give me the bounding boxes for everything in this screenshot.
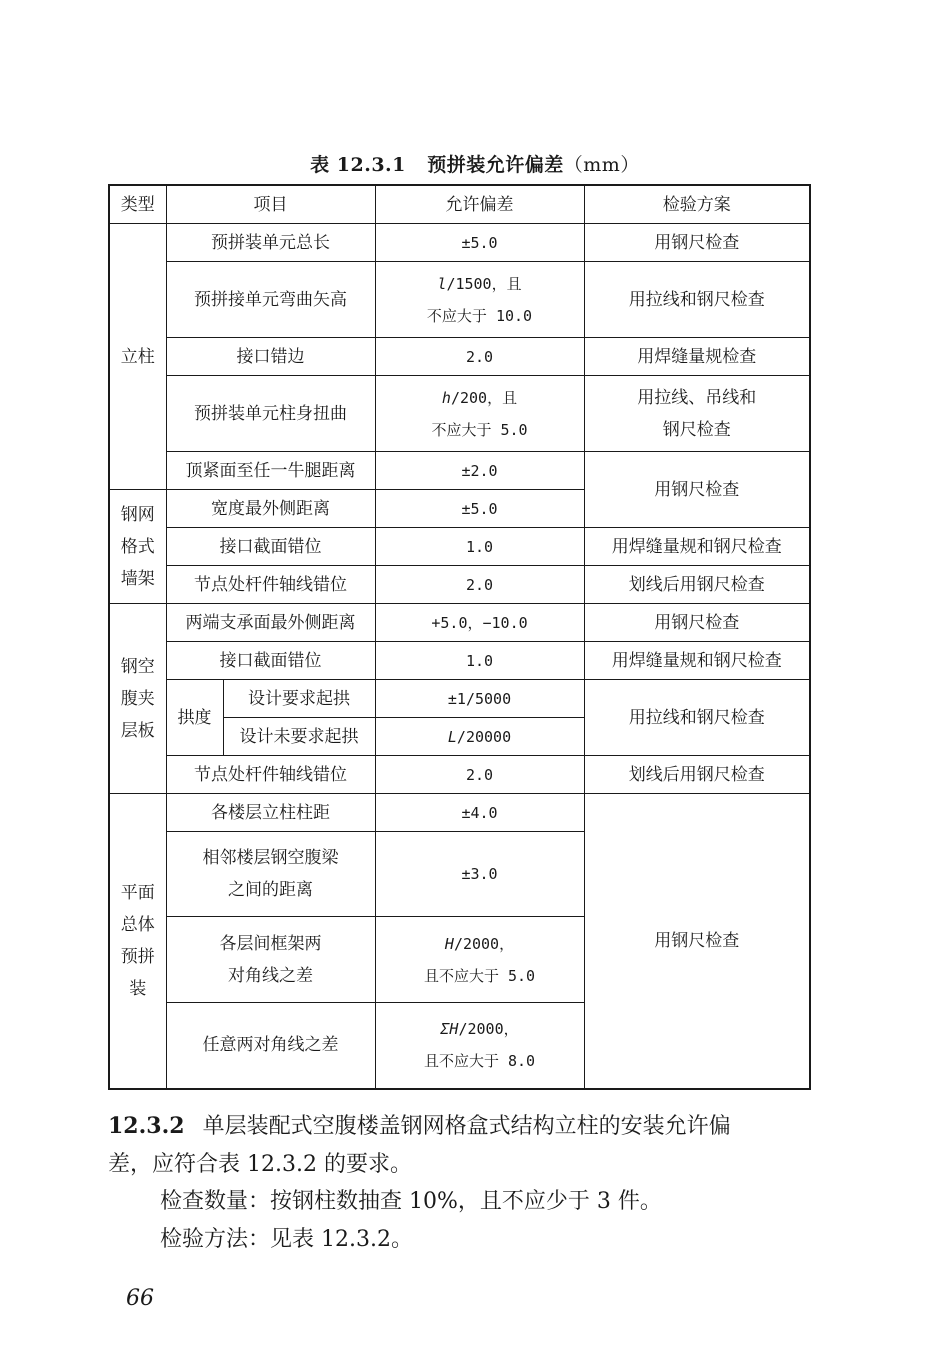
table-row <box>109 376 810 452</box>
check-method: 检验方法：见表 12.3.2。 <box>160 1227 413 1252</box>
item-cell: 各楼层立柱柱距 <box>166 794 375 832</box>
method-cell: 用钢尺检查 <box>584 224 810 262</box>
section-text-1: 单层装配式空腹楼盖钢网格盒式结构立柱的安装允许偏 <box>202 1114 731 1139</box>
method-cell: 划线后用钢尺检查 <box>584 756 810 794</box>
tolerance-cell: H/2000， 且不应大于 5.0 <box>375 917 584 1003</box>
table-row <box>109 680 810 718</box>
section-text-2: 差，应符合表 12.3.2 的要求。 <box>108 1152 412 1177</box>
item-cell: 接口错边 <box>166 338 375 376</box>
table-row <box>109 756 810 794</box>
method-cell: 用焊缝量规和钢尺检查 <box>584 642 810 680</box>
tolerance-cell: ΣH/2000， 且不应大于 8.0 <box>375 1003 584 1089</box>
item-cell: 接口截面错位 <box>166 642 375 680</box>
tolerance-cell: ±5.0 <box>375 224 584 262</box>
page-number: 66 <box>126 1286 154 1311</box>
tolerance-cell: 1.0 <box>375 528 584 566</box>
header-method: 检验方案 <box>584 185 810 224</box>
table-row <box>109 642 810 680</box>
tolerance-cell: h/200，且 不应大于 5.0 <box>375 376 584 452</box>
item-cell: 预拼装单元总长 <box>166 224 375 262</box>
tolerance-table <box>108 184 811 1090</box>
section-paragraph <box>108 1107 810 1184</box>
tolerance-cell: 2.0 <box>375 338 584 376</box>
item-cell: 节点处杆件轴线错位 <box>166 756 375 794</box>
group-slab: 钢空 腹夹 层板 <box>109 604 166 794</box>
table-title: 预拼装允许偏差 <box>427 154 564 176</box>
table-row <box>109 452 810 490</box>
header-type: 类型 <box>109 185 166 224</box>
method-cell: 用拉线和钢尺检查 <box>584 680 810 756</box>
method-cell: 用焊缝量规检查 <box>584 338 810 376</box>
tolerance-cell: ±4.0 <box>375 794 584 832</box>
item-cell: 相邻楼层钢空腹梁 之间的距离 <box>166 832 375 917</box>
method-cell: 用焊缝量规和钢尺检查 <box>584 528 810 566</box>
table-row <box>109 338 810 376</box>
table-row <box>109 528 810 566</box>
check-quantity: 检查数量：按钢柱数抽查 10%，且不应少于 3 件。 <box>160 1189 662 1214</box>
tolerance-cell: ±1/5000 <box>375 680 584 718</box>
item-cell: 设计未要求起拱 <box>223 718 375 756</box>
item-cell: 顶紧面至任一牛腿距离 <box>166 452 375 490</box>
item-cell: 两端支承面最外侧距离 <box>166 604 375 642</box>
method-cell: 用拉线、吊线和 钢尺检查 <box>584 376 810 452</box>
camber-label: 拱度 <box>166 680 223 756</box>
item-cell: 预拼装单元柱身扭曲 <box>166 376 375 452</box>
method-cell: 划线后用钢尺检查 <box>584 566 810 604</box>
table-number: 表 12.3.1 <box>310 154 406 176</box>
group-column: 立柱 <box>109 224 166 490</box>
header-item: 项目 <box>166 185 375 224</box>
tolerance-cell: ±2.0 <box>375 452 584 490</box>
table-header-row <box>109 185 810 224</box>
tolerance-cell: 1.0 <box>375 642 584 680</box>
tolerance-cell: ±5.0 <box>375 490 584 528</box>
table-row <box>109 262 810 338</box>
method-cell: 用钢尺检查 <box>584 794 810 1089</box>
group-plane: 平面 总体 预拼 装 <box>109 794 166 1089</box>
group-wall: 钢网 格式 墙架 <box>109 490 166 604</box>
method-cell: 用钢尺检查 <box>584 452 810 528</box>
table-row <box>109 604 810 642</box>
item-cell: 任意两对角线之差 <box>166 1003 375 1089</box>
tolerance-cell: +5.0，−10.0 <box>375 604 584 642</box>
table-row <box>109 566 810 604</box>
item-cell: 节点处杆件轴线错位 <box>166 566 375 604</box>
table-row <box>109 794 810 832</box>
header-tolerance: 允许偏差 <box>375 185 584 224</box>
table-unit: （mm） <box>563 154 640 176</box>
tolerance-cell: 2.0 <box>375 756 584 794</box>
tolerance-cell: L/20000 <box>375 718 584 756</box>
item-cell: 设计要求起拱 <box>223 680 375 718</box>
tolerance-cell: 2.0 <box>375 566 584 604</box>
method-cell: 用钢尺检查 <box>584 604 810 642</box>
tolerance-cell: l/1500，且 不应大于 10.0 <box>375 262 584 338</box>
item-cell: 各层间框架两 对角线之差 <box>166 917 375 1003</box>
method-cell: 用拉线和钢尺检查 <box>584 262 810 338</box>
item-cell: 接口截面错位 <box>166 528 375 566</box>
table-row <box>109 224 810 262</box>
item-cell: 预拼接单元弯曲矢高 <box>166 262 375 338</box>
item-cell: 宽度最外侧距离 <box>166 490 375 528</box>
table-caption <box>0 150 950 177</box>
section-number: 12.3.2 <box>108 1113 185 1139</box>
tolerance-cell: ±3.0 <box>375 832 584 917</box>
